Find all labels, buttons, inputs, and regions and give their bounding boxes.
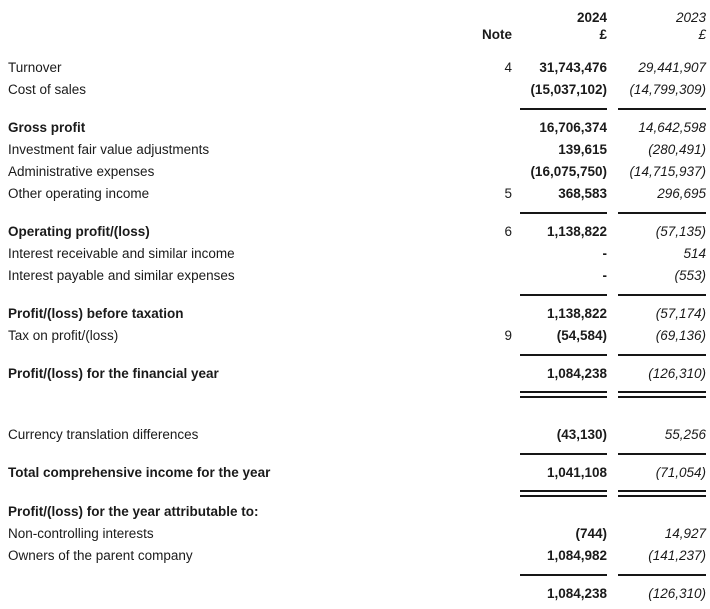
value-2024: (744) xyxy=(575,526,607,541)
header-year-2024: 2024 xyxy=(576,10,607,25)
table-row xyxy=(8,303,706,325)
value-2023: 14,642,598 xyxy=(638,120,706,135)
row-label: Owners of the parent company xyxy=(8,548,193,563)
rule-2024-cell xyxy=(512,108,607,110)
row-label: Cost of sales xyxy=(8,82,87,97)
header-note-label: Note xyxy=(482,27,512,42)
double-rule xyxy=(8,490,706,497)
header-row-years xyxy=(8,9,706,26)
value-2023: (14,715,937) xyxy=(629,164,706,179)
value-2024: 16,706,374 xyxy=(539,120,607,135)
table-row xyxy=(8,139,706,161)
value-2024: (54,584) xyxy=(556,328,607,343)
rule-2024-cell xyxy=(512,490,607,497)
rule-2023-cell xyxy=(607,391,706,398)
rule-2023 xyxy=(618,490,706,497)
rule xyxy=(8,108,706,110)
row-label: Gross profit xyxy=(8,120,86,135)
statement-body xyxy=(8,57,706,605)
table-row xyxy=(8,363,706,385)
double-rule xyxy=(8,391,706,398)
rule-2023 xyxy=(618,108,706,110)
rule-2023-cell xyxy=(607,108,706,110)
row-label: Non-controlling interests xyxy=(8,526,154,541)
table-row xyxy=(8,501,706,523)
rule-2024 xyxy=(520,294,607,296)
header-row-units xyxy=(8,26,706,43)
table-row xyxy=(8,462,706,484)
rule-2024 xyxy=(520,574,607,576)
rule-2024-cell xyxy=(512,453,607,455)
value-2024: 1,084,238 xyxy=(546,586,607,601)
header-year-2023: 2023 xyxy=(675,10,706,25)
value-2024: 1,084,982 xyxy=(546,548,607,563)
table-row xyxy=(8,161,706,183)
table-row xyxy=(8,523,706,545)
table-row xyxy=(8,424,706,446)
value-2023: (69,136) xyxy=(655,328,706,343)
rule-2024-cell xyxy=(512,574,607,576)
table-row xyxy=(8,545,706,567)
header-currency-2024: £ xyxy=(599,27,607,42)
table-row xyxy=(8,583,706,605)
value-2023: (57,135) xyxy=(655,224,706,239)
value-2023: (71,054) xyxy=(655,465,706,480)
row-label: Profit/(loss) for the financial year xyxy=(8,366,219,381)
rule-2023-cell xyxy=(607,212,706,214)
header-currency-2023: £ xyxy=(698,27,706,42)
rule-2024-cell xyxy=(512,354,607,356)
value-2024: (43,130) xyxy=(556,427,607,442)
table-row xyxy=(8,57,706,79)
rule xyxy=(8,574,706,576)
table-row xyxy=(8,243,706,265)
rule-2023 xyxy=(618,391,706,398)
value-2023: (280,491) xyxy=(648,142,706,157)
rule-2023-cell xyxy=(607,354,706,356)
rule xyxy=(8,212,706,214)
rule-2023 xyxy=(618,354,706,356)
note-cell: 6 xyxy=(504,224,512,239)
value-2023: 29,441,907 xyxy=(638,60,706,75)
value-2023: 14,927 xyxy=(664,526,706,541)
rule-2024 xyxy=(520,108,607,110)
value-2023: 55,256 xyxy=(664,427,706,442)
value-2023: (141,237) xyxy=(648,548,706,563)
value-2024: 1,084,238 xyxy=(546,366,607,381)
table-row xyxy=(8,79,706,101)
row-label: Turnover xyxy=(8,60,62,75)
note-cell: 4 xyxy=(504,60,512,75)
rule-2023-cell xyxy=(607,294,706,296)
rule xyxy=(8,354,706,356)
value-2024: 31,743,476 xyxy=(539,60,607,75)
value-2024: (16,075,750) xyxy=(530,164,607,179)
value-2024: - xyxy=(602,246,607,261)
value-2023: (57,174) xyxy=(655,306,706,321)
value-2024: 1,041,108 xyxy=(546,465,607,480)
value-2023: (553) xyxy=(674,268,706,283)
row-label: Interest receivable and similar income xyxy=(8,246,235,261)
value-2024: 1,138,822 xyxy=(546,306,607,321)
rule-2024 xyxy=(520,490,607,497)
rule-2024 xyxy=(520,354,607,356)
note-cell: 5 xyxy=(504,186,512,201)
rule-2023 xyxy=(618,294,706,296)
table-row xyxy=(8,183,706,205)
rule-2023 xyxy=(618,574,706,576)
row-label: Total comprehensive income for the year xyxy=(8,465,271,480)
table-row xyxy=(8,221,706,243)
rule-2024 xyxy=(520,453,607,455)
table-row xyxy=(8,325,706,347)
note-cell: 9 xyxy=(504,328,512,343)
value-2024: - xyxy=(602,268,607,283)
value-2023: 296,695 xyxy=(657,186,706,201)
value-2024: 368,583 xyxy=(558,186,607,201)
header-gap xyxy=(8,43,706,57)
rule xyxy=(8,294,706,296)
row-label: Administrative expenses xyxy=(8,164,155,179)
row-label: Interest payable and similar expenses xyxy=(8,268,235,283)
spacer xyxy=(8,402,706,424)
rule-2024 xyxy=(520,212,607,214)
rule-2024 xyxy=(520,391,607,398)
value-2024: 1,138,822 xyxy=(546,224,607,239)
rule-2023-cell xyxy=(607,453,706,455)
rule-2023 xyxy=(618,212,706,214)
row-label: Investment fair value adjustments xyxy=(8,142,210,157)
value-2023: (126,310) xyxy=(648,366,706,381)
value-2024: (15,037,102) xyxy=(530,82,607,97)
table-row xyxy=(8,117,706,139)
rule-2023-cell xyxy=(607,490,706,497)
row-label: Other operating income xyxy=(8,186,150,201)
row-label: Operating profit/(loss) xyxy=(8,224,150,239)
row-label: Profit/(loss) for the year attributable to: xyxy=(8,504,259,519)
rule-2024-cell xyxy=(512,294,607,296)
rule-2023 xyxy=(618,453,706,455)
value-2023: (126,310) xyxy=(648,586,706,601)
row-label: Tax on profit/(loss) xyxy=(8,328,119,343)
value-2023: (14,799,309) xyxy=(629,82,706,97)
rule xyxy=(8,453,706,455)
rule-2024-cell xyxy=(512,212,607,214)
rule-2023-cell xyxy=(607,574,706,576)
row-label: Profit/(loss) before taxation xyxy=(8,306,184,321)
rule-2024-cell xyxy=(512,391,607,398)
value-2024: 139,615 xyxy=(558,142,607,157)
row-label: Currency translation differences xyxy=(8,427,199,442)
table-row xyxy=(8,265,706,287)
value-2023: 514 xyxy=(683,246,706,261)
